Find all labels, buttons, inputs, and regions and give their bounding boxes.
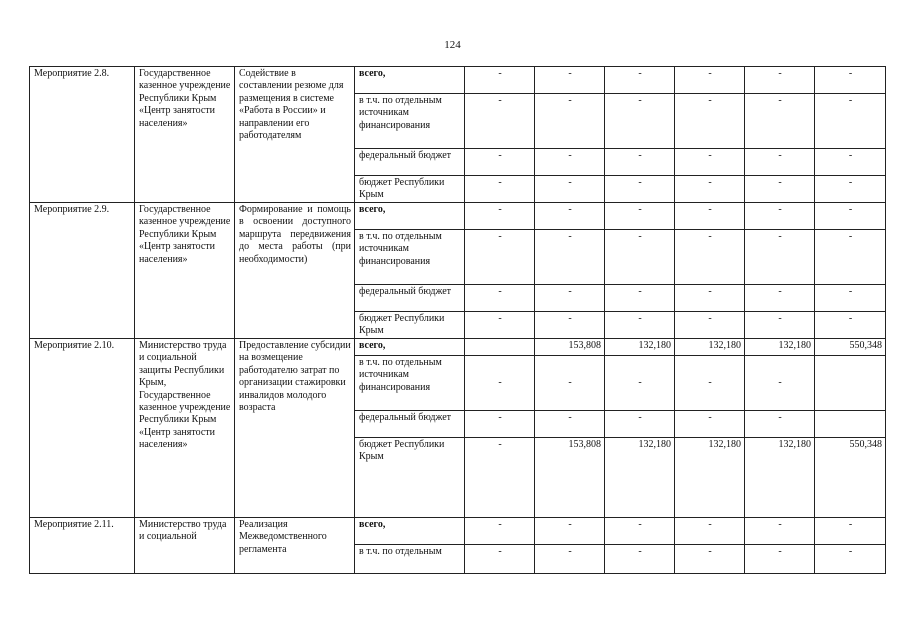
source-label: всего,: [355, 67, 465, 94]
value-cell: -: [465, 518, 535, 545]
page-number: 124: [444, 39, 461, 51]
value-cell: 153,808: [535, 339, 605, 356]
value-cell: -: [535, 545, 605, 574]
value-cell: -: [535, 230, 605, 285]
value-cell: -: [675, 518, 745, 545]
source-label: в т.ч. по отдельным: [355, 545, 465, 574]
value-cell: 132,180: [675, 339, 745, 356]
value-cell: -: [535, 176, 605, 203]
table-row: [30, 518, 886, 545]
value-cell: -: [465, 438, 535, 518]
value-cell: 132,180: [605, 339, 675, 356]
description-cell: Формирование и помощь в освоении доступного маршрута передвижения до места работы (при необходимости): [235, 203, 355, 339]
value-cell: -: [745, 411, 815, 438]
value-cell: -: [535, 356, 605, 411]
value-cell: -: [675, 285, 745, 312]
value-cell: -: [605, 411, 675, 438]
value-cell: 132,180: [745, 339, 815, 356]
value-cell: -: [605, 149, 675, 176]
measure-name-cell: Мероприятие 2.11.: [30, 518, 135, 574]
value-cell: -: [815, 518, 886, 545]
value-cell: -: [535, 285, 605, 312]
value-cell: -: [675, 176, 745, 203]
value-cell: -: [745, 518, 815, 545]
value-cell: -: [535, 149, 605, 176]
value-cell: -: [815, 312, 886, 339]
executor-cell: Министерство труда и социальной защиты Республики Крым, Государственное казенное учреждение Республики Крым «Центр занятости населения»: [135, 339, 235, 518]
value-cell: -: [605, 285, 675, 312]
value-cell: -: [535, 94, 605, 149]
source-label: в т.ч. по отдельным источникам финансирования: [355, 230, 465, 285]
value-cell: -: [675, 356, 745, 411]
value-cell: -: [465, 67, 535, 94]
value-cell: [465, 339, 535, 356]
source-label: всего,: [355, 203, 465, 230]
value-cell: 153,808: [535, 438, 605, 518]
value-cell: -: [605, 176, 675, 203]
value-cell: -: [745, 285, 815, 312]
value-cell: -: [465, 149, 535, 176]
value-cell: -: [745, 356, 815, 411]
value-cell: 132,180: [605, 438, 675, 518]
value-cell: -: [745, 230, 815, 285]
value-cell: -: [535, 203, 605, 230]
value-cell: -: [675, 67, 745, 94]
value-cell: -: [745, 203, 815, 230]
value-cell: -: [605, 94, 675, 149]
value-cell: -: [535, 518, 605, 545]
value-cell: -: [465, 176, 535, 203]
value-cell: 132,180: [745, 438, 815, 518]
value-cell: -: [605, 356, 675, 411]
value-cell: -: [815, 67, 886, 94]
value-cell: -: [815, 203, 886, 230]
value-cell: -: [465, 230, 535, 285]
value-cell: -: [465, 356, 535, 411]
value-cell: 550,348: [815, 339, 886, 356]
value-cell: -: [745, 176, 815, 203]
value-cell: -: [465, 411, 535, 438]
description-cell: Реализация Межведомственного регламента: [235, 518, 355, 574]
value-cell: -: [745, 67, 815, 94]
table-row: [30, 67, 886, 94]
value-cell: -: [605, 518, 675, 545]
value-cell: 132,180: [675, 438, 745, 518]
value-cell: -: [605, 67, 675, 94]
value-cell: -: [605, 203, 675, 230]
value-cell: -: [465, 545, 535, 574]
value-cell: -: [745, 545, 815, 574]
source-label: всего,: [355, 339, 465, 356]
source-label: в т.ч. по отдельным источникам финансирования: [355, 94, 465, 149]
value-cell: -: [675, 149, 745, 176]
value-cell: -: [465, 285, 535, 312]
description-cell: Содействие в составлении резюме для размещения в системе «Работа в России» и направлении его работодателям: [235, 67, 355, 203]
description-cell: Предоставление субсидии на возмещение работодателю затрат по организации стажировки инвалидов молодого возраста: [235, 339, 355, 518]
source-label: федеральный бюджет: [355, 285, 465, 312]
source-label: всего,: [355, 518, 465, 545]
value-cell: -: [815, 176, 886, 203]
value-cell: -: [675, 411, 745, 438]
value-cell: [815, 356, 886, 411]
value-cell: -: [675, 94, 745, 149]
value-cell: -: [675, 230, 745, 285]
executor-cell: Министерство труда и социальной: [135, 518, 235, 574]
value-cell: -: [465, 203, 535, 230]
program-table: [29, 66, 886, 574]
value-cell: -: [815, 545, 886, 574]
source-label: бюджет Республики Крым: [355, 438, 465, 518]
value-cell: -: [465, 94, 535, 149]
source-label: бюджет Республики Крым: [355, 176, 465, 203]
executor-cell: Государственное казенное учреждение Республики Крым «Центр занятости населения»: [135, 203, 235, 339]
value-cell: -: [605, 545, 675, 574]
value-cell: -: [745, 94, 815, 149]
value-cell: -: [745, 149, 815, 176]
value-cell: -: [815, 285, 886, 312]
source-label: федеральный бюджет: [355, 149, 465, 176]
value-cell: [815, 411, 886, 438]
source-label: в т.ч. по отдельным источникам финансирования: [355, 356, 465, 411]
table-row: [30, 339, 886, 356]
value-cell: -: [815, 94, 886, 149]
value-cell: -: [535, 411, 605, 438]
source-label: федеральный бюджет: [355, 411, 465, 438]
value-cell: -: [605, 312, 675, 339]
value-cell: -: [535, 67, 605, 94]
value-cell: -: [605, 230, 675, 285]
measure-name-cell: Мероприятие 2.9.: [30, 203, 135, 339]
value-cell: -: [745, 312, 815, 339]
measure-name-cell: Мероприятие 2.8.: [30, 67, 135, 203]
value-cell: 550,348: [815, 438, 886, 518]
value-cell: -: [465, 312, 535, 339]
value-cell: -: [535, 312, 605, 339]
value-cell: -: [815, 149, 886, 176]
measure-name-cell: Мероприятие 2.10.: [30, 339, 135, 518]
value-cell: -: [675, 545, 745, 574]
value-cell: -: [675, 312, 745, 339]
executor-cell: Государственное казенное учреждение Республики Крым «Центр занятости населения»: [135, 67, 235, 203]
value-cell: -: [675, 203, 745, 230]
source-label: бюджет Республики Крым: [355, 312, 465, 339]
value-cell: -: [815, 230, 886, 285]
table-row: [30, 203, 886, 230]
